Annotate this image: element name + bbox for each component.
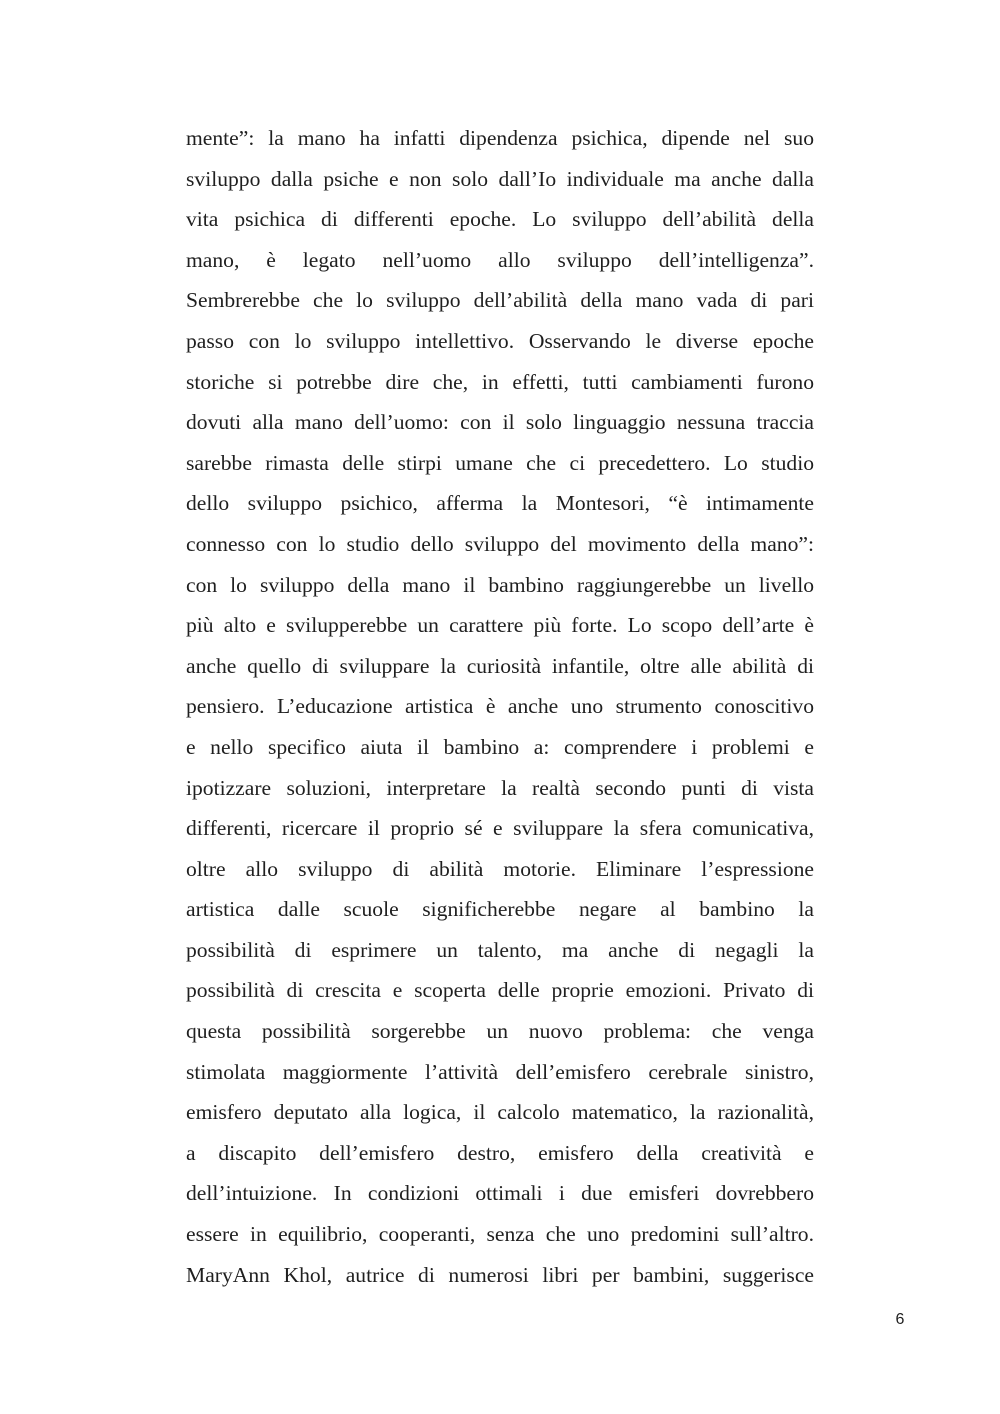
text-line: dell’intuizione. In condizioni ottimali i due emisferi dovrebbero (186, 1181, 814, 1206)
text-line: dello sviluppo psichico, afferma la Montesori, “è intimamente (186, 491, 814, 516)
text-line: differenti, ricercare il proprio sé e sviluppare la sfera comunicativa, (186, 816, 814, 841)
text-line: sviluppo dalla psiche e non solo dall’Io individuale ma anche dalla (186, 166, 814, 191)
text-line: a discapito dell’emisfero destro, emisfero della creatività e (186, 1140, 814, 1165)
text-line: mano, è legato nell’uomo allo sviluppo dell’intelligenza”. (186, 247, 814, 272)
text-line: più alto e svilupperebbe un carattere più forte. Lo scopo dell’arte è (186, 613, 814, 638)
text-line: e nello specifico aiuta il bambino a: comprendere i problemi e (186, 734, 814, 759)
text-line: possibilità di crescita e scoperta delle proprie emozioni. Privato di (186, 978, 814, 1003)
text-line: mente”: la mano ha infatti dipendenza psichica, dipende nel suo (186, 126, 814, 150)
text-line: artistica dalle scuole significherebbe negare al bambino la (186, 897, 814, 922)
text-line: oltre allo sviluppo di abilità motorie. Eliminare l’espressione (186, 856, 814, 881)
text-line: ipotizzare soluzioni, interpretare la realtà secondo punti di vista (186, 775, 814, 800)
text-line: Sembrerebbe che lo sviluppo dell’abilità della mano vada di pari (186, 288, 814, 313)
text-line: emisfero deputato alla logica, il calcolo matematico, la razionalità, (186, 1100, 814, 1125)
text-line: vita psichica di differenti epoche. Lo sviluppo dell’abilità della (186, 207, 814, 232)
text-line: storiche si potrebbe dire che, in effetti, tutti cambiamenti furono (186, 369, 814, 394)
text-line: possibilità di esprimere un talento, ma anche di negagli la (186, 937, 814, 962)
text-line: connesso con lo studio dello sviluppo del movimento della mano”: (186, 531, 814, 556)
text-line: questa possibilità sorgerebbe un nuovo problema: che venga (186, 1019, 814, 1044)
text-line: pensiero. L’educazione artistica è anche uno strumento conoscitivo (186, 694, 814, 719)
text-line: essere in equilibrio, cooperanti, senza che uno predomini sull’altro. (186, 1222, 814, 1247)
text-line: dovuti alla mano dell’uomo: con il solo linguaggio nessuna traccia (186, 410, 814, 435)
text-line: passo con lo sviluppo intellettivo. Osservando le diverse epoche (186, 328, 814, 353)
page-number: 6 (895, 1311, 905, 1328)
text-line: con lo sviluppo della mano il bambino raggiungerebbe un livello (186, 572, 814, 597)
text-line: stimolata maggiormente l’attività dell’emisfero cerebrale sinistro, (186, 1059, 814, 1084)
text-line: anche quello di sviluppare la curiosità infantile, oltre alle abilità di (186, 653, 814, 678)
text-line: MaryAnn Khol, autrice di numerosi libri per bambini, suggerisce (186, 1262, 814, 1287)
body-paragraph (186, 118, 814, 1295)
text-line: sarebbe rimasta delle stirpi umane che ci precedettero. Lo studio (186, 450, 814, 475)
